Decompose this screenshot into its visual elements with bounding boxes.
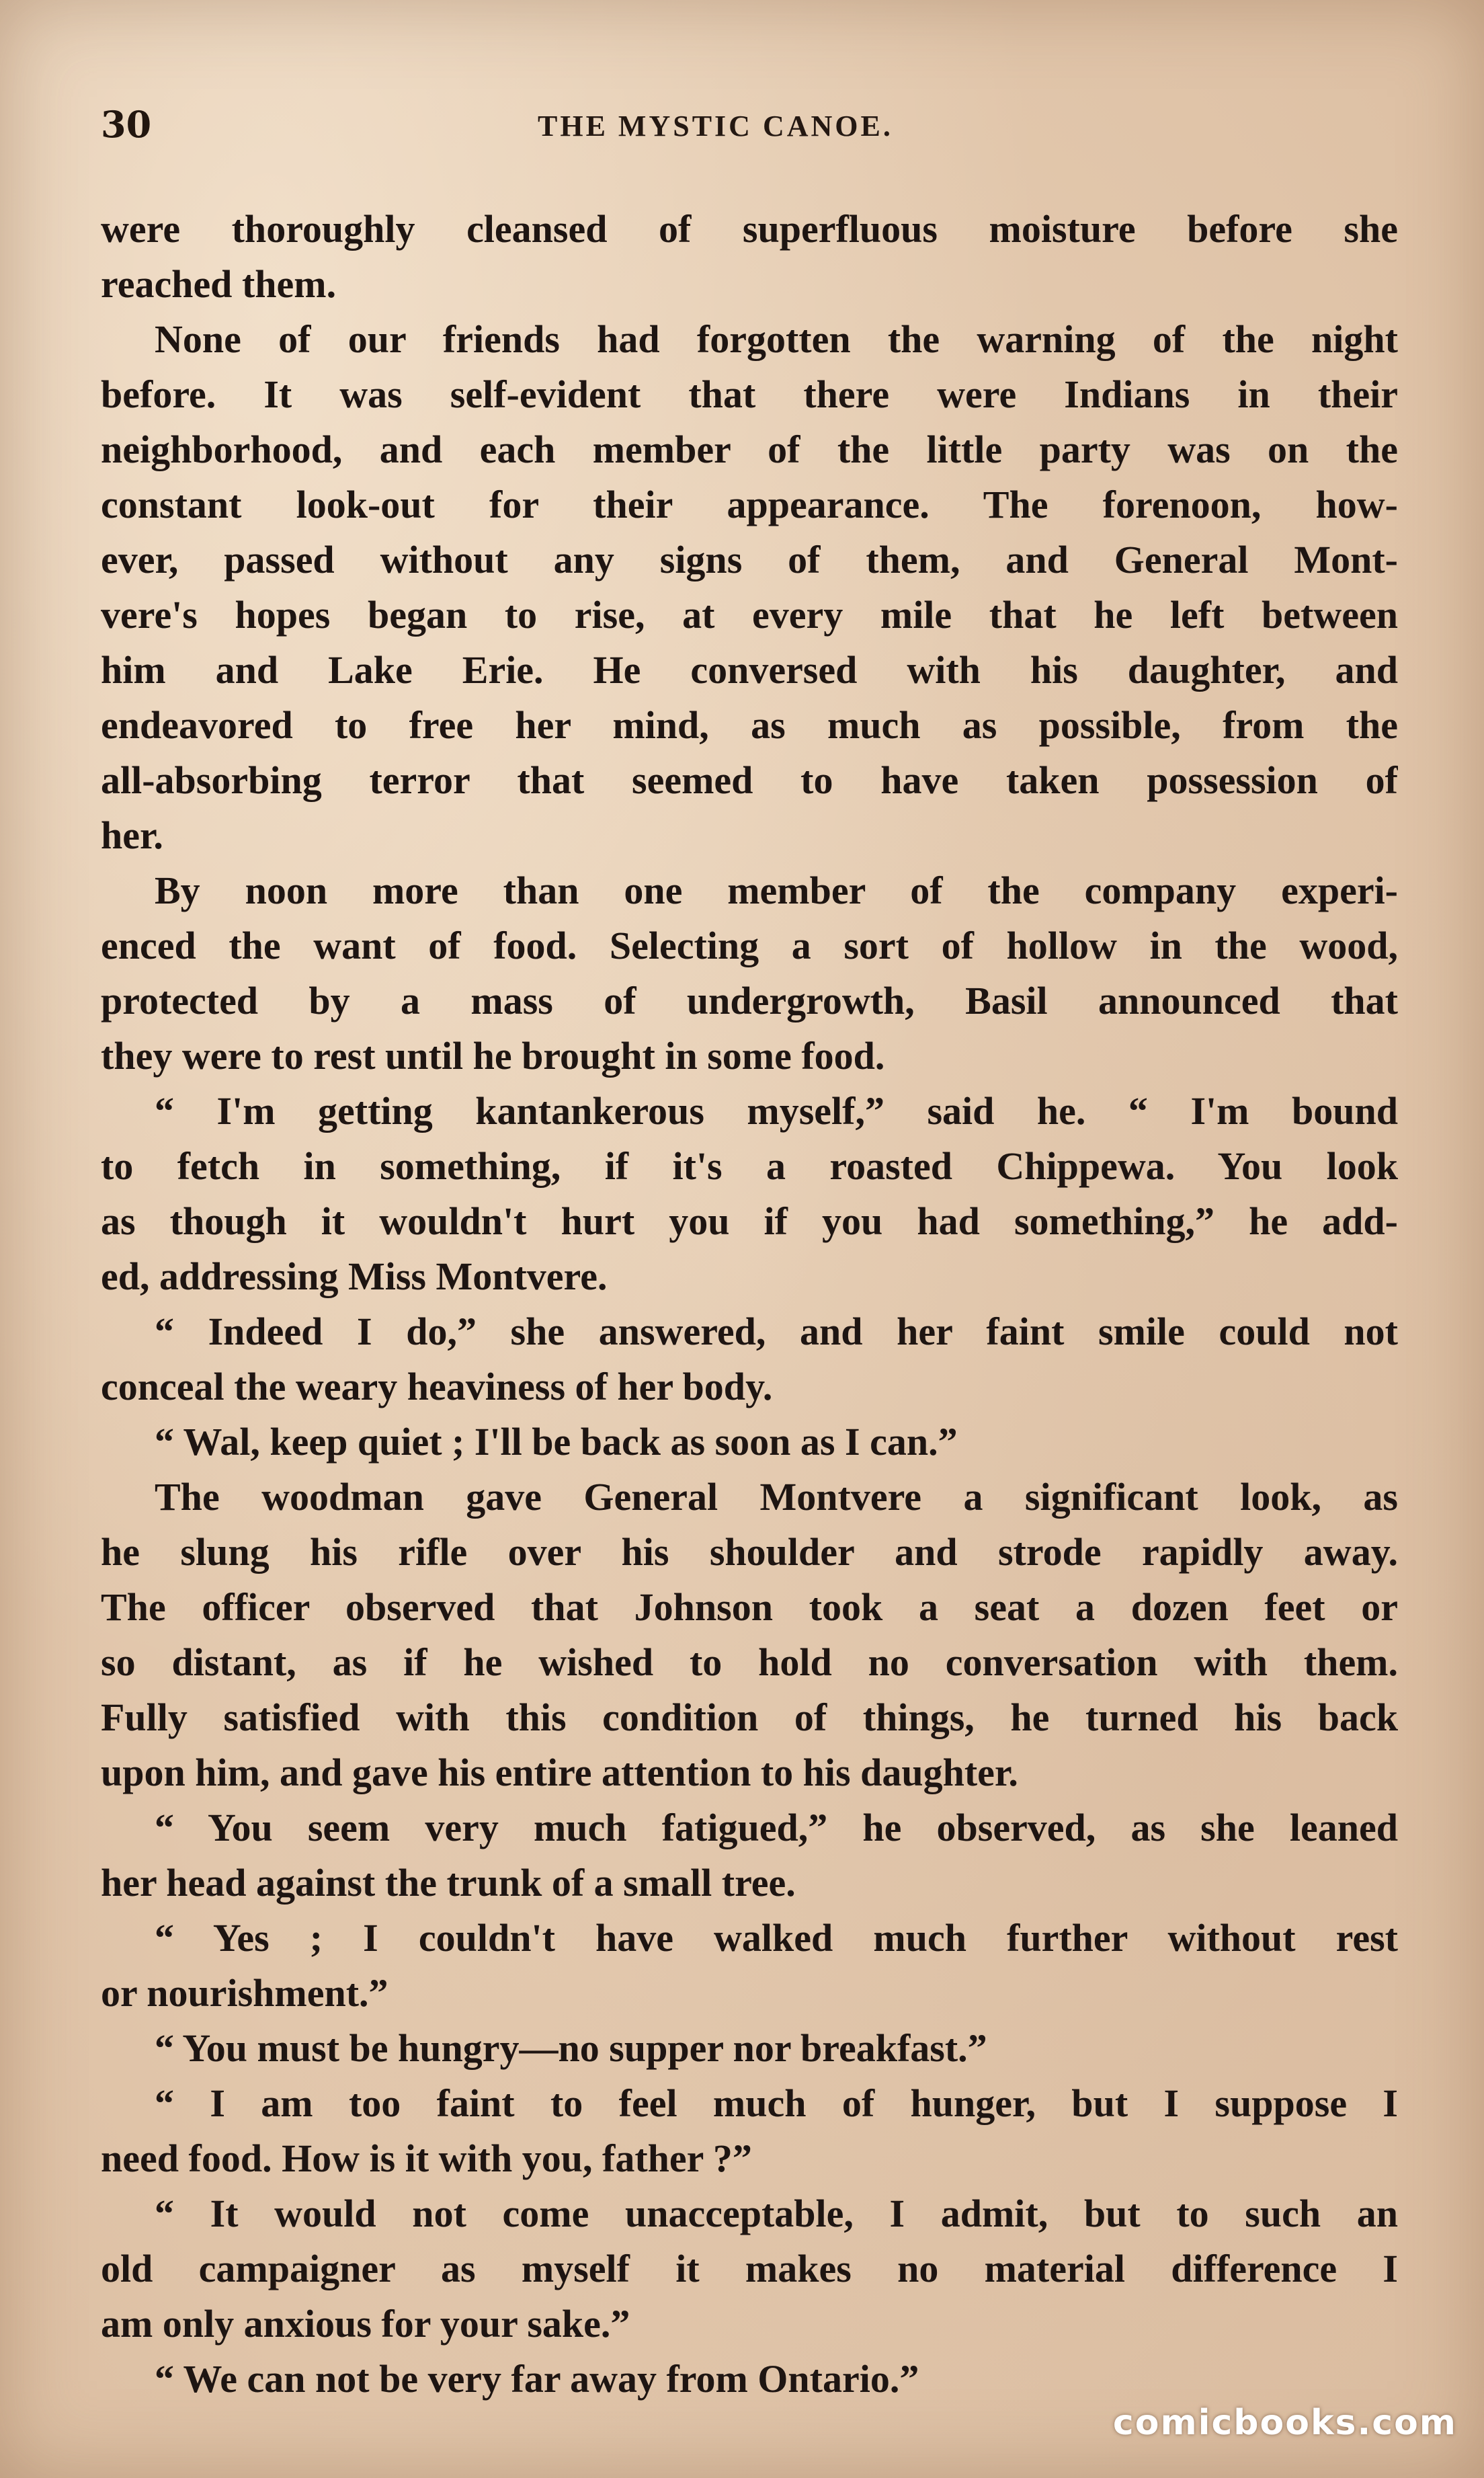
text-line: so distant, as if he wished to hold no conversation with them. <box>101 1640 1398 1684</box>
text-line: “ I am too faint to feel much of hunger, but I suppose I <box>155 2081 1398 2125</box>
text-line: ever, passed without any signs of them, and General Mont- <box>101 538 1398 582</box>
text-line: or nourishment.” <box>101 1971 388 2015</box>
text-line: Fully satisfied with this condition of things, he turned his back <box>101 1695 1398 1739</box>
text-line: to fetch in something, if it's a roasted Chippewa. You look <box>101 1144 1398 1188</box>
text-line: conceal the weary heaviness of her body. <box>101 1365 773 1408</box>
text-line: need food. How is it with you, father ?” <box>101 2136 752 2180</box>
text-line: all-absorbing terror that seemed to have taken possession of <box>101 758 1398 802</box>
running-head-title: THE MYSTIC CANOE. <box>538 110 893 143</box>
page-number: 30 <box>101 103 152 146</box>
text-line: protected by a mass of undergrowth, Basil announced that <box>101 979 1398 1023</box>
text-line: old campaigner as myself it makes no material difference I <box>101 2247 1398 2290</box>
text-line: The officer observed that Johnson took a seat a dozen feet or <box>101 1585 1398 1629</box>
text-line: enced the want of food. Selecting a sort of hollow in the wood, <box>101 924 1398 967</box>
body-text <box>101 202 1398 2407</box>
text-line: “ Indeed I do,” she answered, and her faint smile could not <box>155 1310 1398 1353</box>
text-line: “ You must be hungry—no supper nor breakfast.” <box>155 2026 987 2070</box>
text-line: he slung his rifle over his shoulder and strode rapidly away. <box>101 1530 1398 1574</box>
text-line: her head against the trunk of a small tree. <box>101 1861 796 1905</box>
text-line: her. <box>101 813 163 857</box>
text-line: “ You seem very much fatigued,” he observed, as she leaned <box>155 1806 1398 1849</box>
watermark: comicbooks.com <box>1112 2403 1457 2443</box>
text-line: endeavored to free her mind, as much as possible, from the <box>101 703 1398 747</box>
text-line: him and Lake Erie. He conversed with his daughter, and <box>101 648 1398 692</box>
text-line: neighborhood, and each member of the little party was on the <box>101 428 1398 471</box>
text-line: they were to rest until he brought in some food. <box>101 1034 885 1078</box>
text-line: were thoroughly cleansed of superfluous moisture before she <box>101 207 1398 251</box>
text-line: “ Wal, keep quiet ; I'll be back as soon as I can.” <box>155 1420 958 1464</box>
text-line: reached them. <box>101 262 337 306</box>
text-line: “ Yes ; I couldn't have walked much further without rest <box>155 1916 1398 1960</box>
text-line: constant look-out for their appearance. The forenoon, how- <box>101 483 1398 526</box>
text-line: before. It was self-evident that there were Indians in their <box>101 372 1398 416</box>
text-line: am only anxious for your sake.” <box>101 2302 630 2346</box>
text-line: vere's hopes began to rise, at every mile that he left between <box>101 593 1398 637</box>
text-line: upon him, and gave his entire attention to his daughter. <box>101 1751 1018 1794</box>
text-line: as though it wouldn't hurt you if you had something,” he add- <box>101 1199 1398 1243</box>
page-header <box>101 101 1398 148</box>
text-line: The woodman gave General Montvere a significant look, as <box>155 1475 1398 1519</box>
text-line: “ It would not come unacceptable, I admit, but to such an <box>155 2192 1398 2235</box>
text-line: By noon more than one member of the company experi- <box>155 869 1398 912</box>
text-line: None of our friends had forgotten the warning of the night <box>155 317 1398 361</box>
text-line: “ We can not be very far away from Ontario.” <box>155 2357 919 2401</box>
text-line: “ I'm getting kantankerous myself,” said he. “ I'm bound <box>155 1089 1398 1133</box>
text-line: ed, addressing Miss Montvere. <box>101 1254 608 1298</box>
